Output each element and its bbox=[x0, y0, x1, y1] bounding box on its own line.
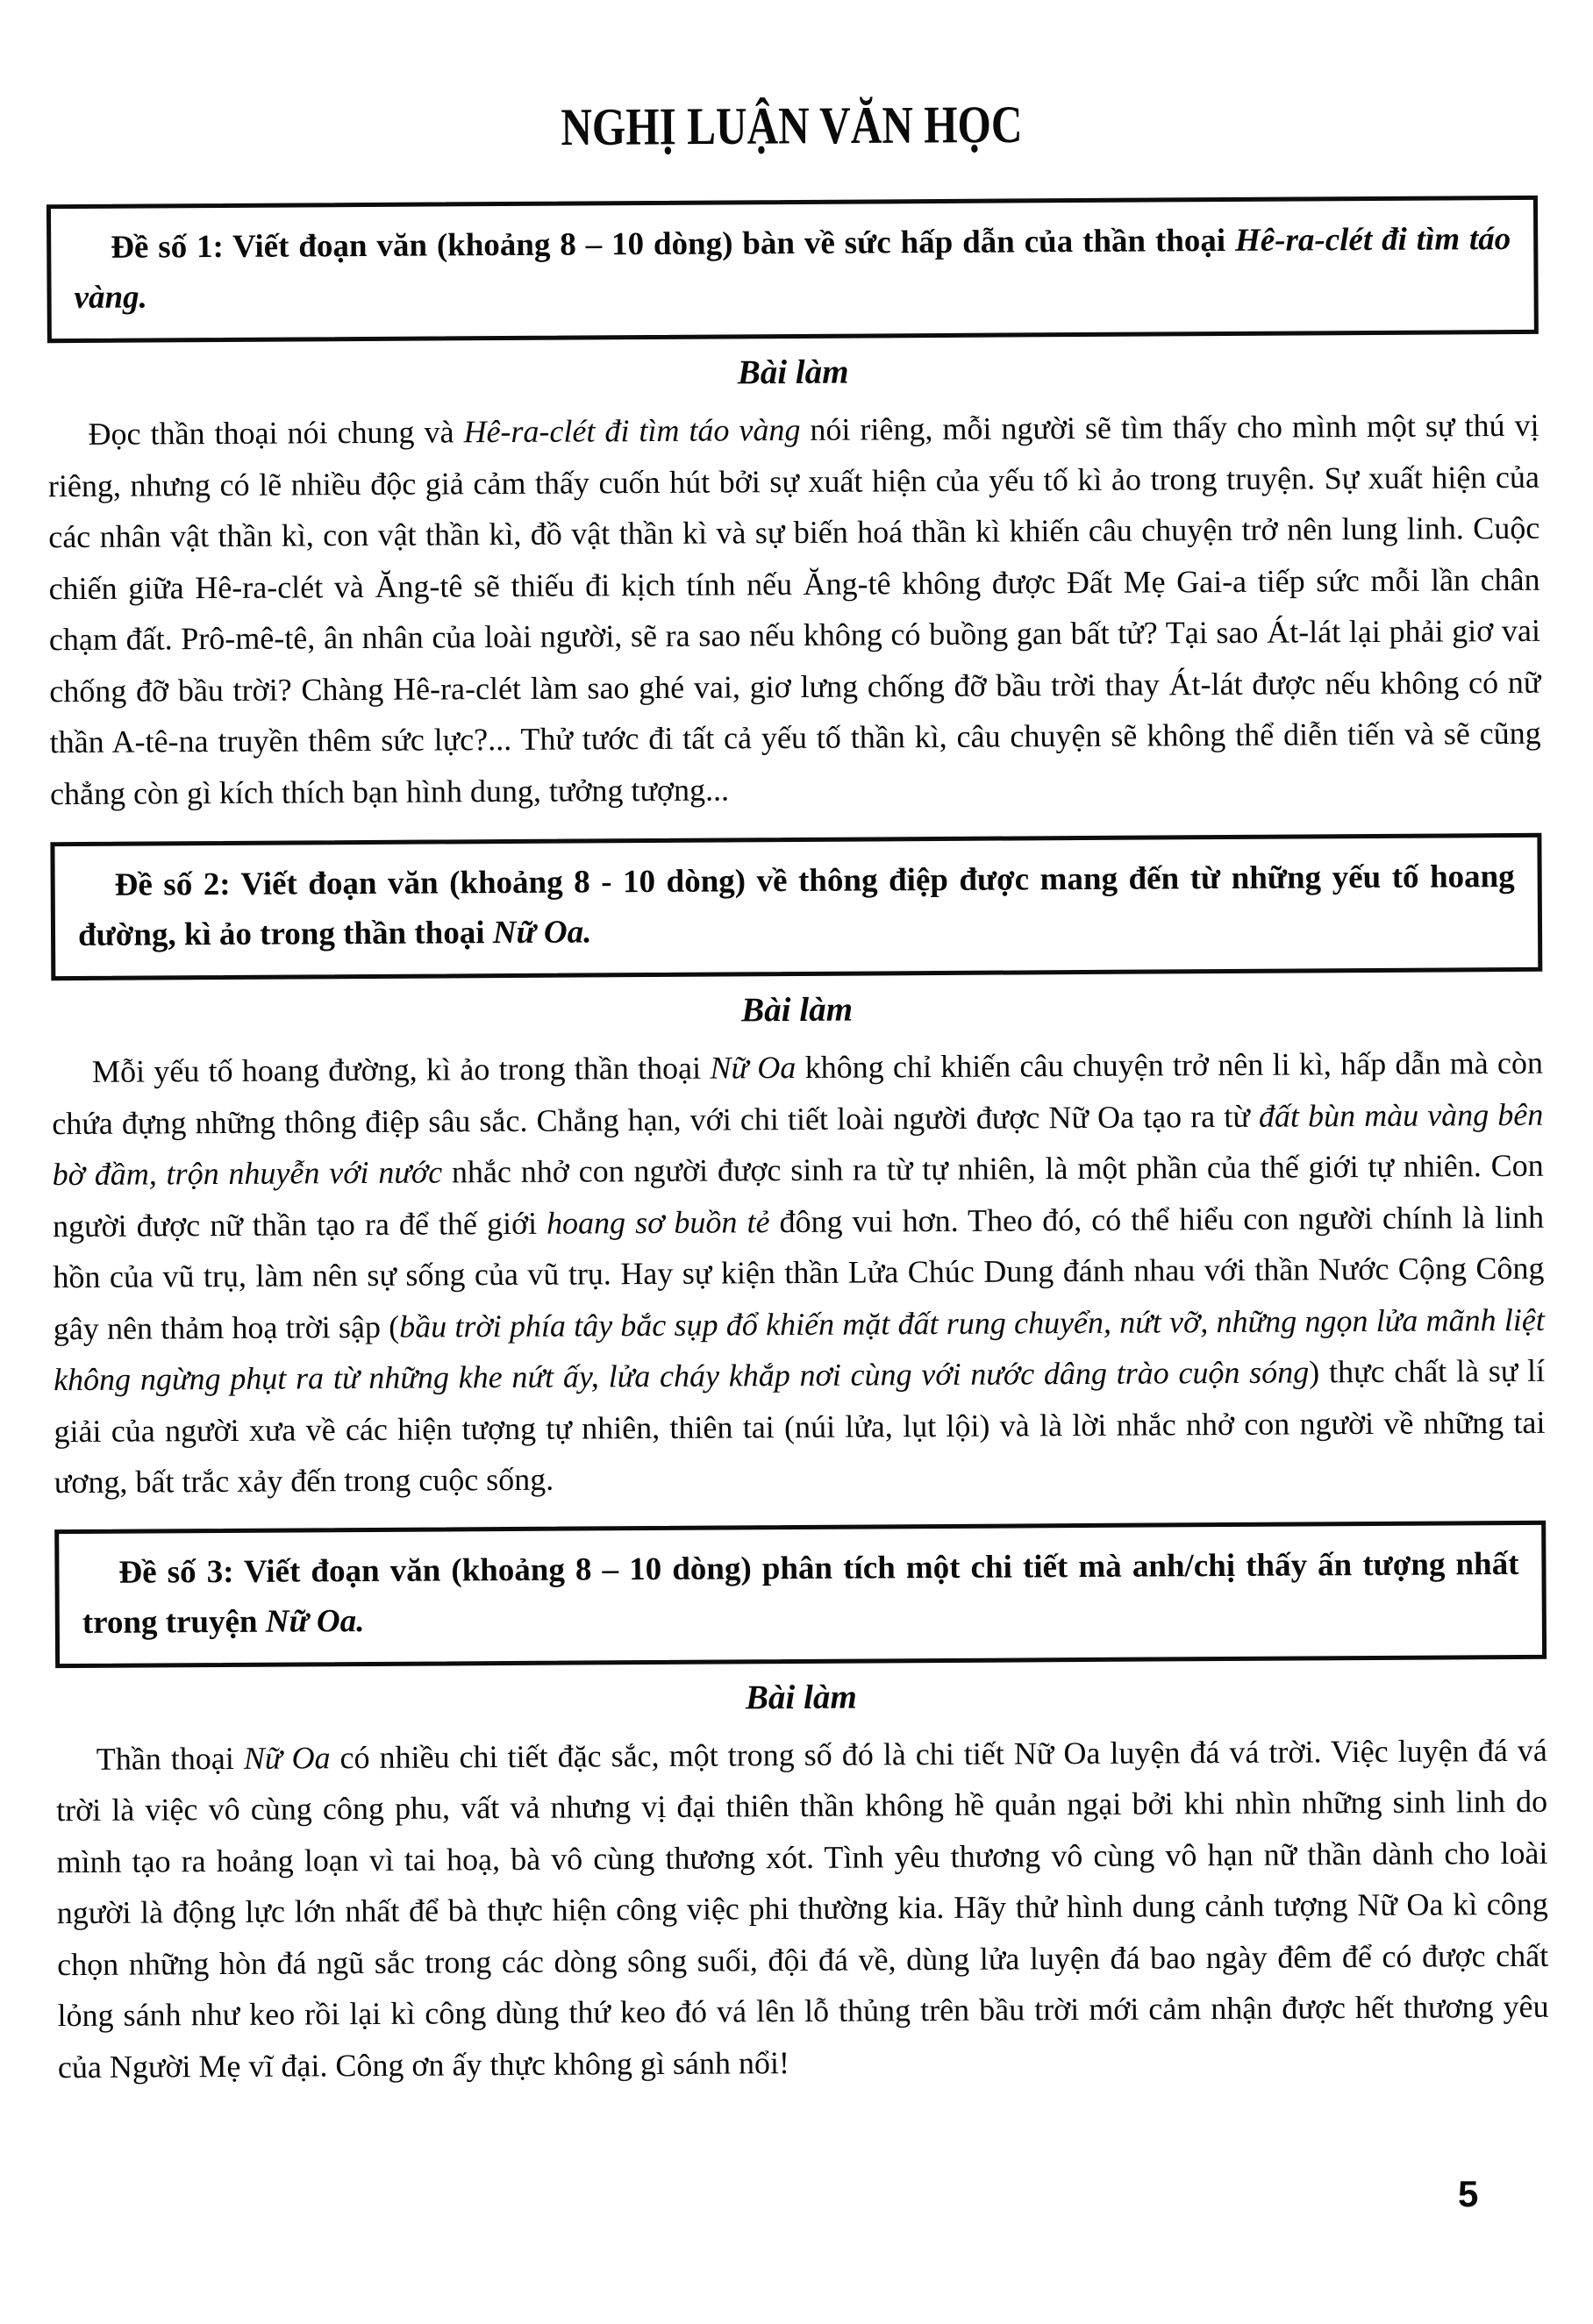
answer-heading-1: Bài làm bbox=[47, 348, 1539, 396]
essay-paragraph-3: Thần thoại Nữ Oa có nhiều chi tiết đặc sắc, một trong số đó là chi tiết Nữ Oa luyện đá vá trời. Việc luyện đá vá trời là việc vô cùng công phu, vất vả nhưng vị đại thiên thần không hề quản ngại bởi khi nhìn những sinh linh do mình tạo ra hoảng loạn vì tai hoạ, bà vô cùng thương xót. Tình yêu thương vô cùng vô hạn nữ thần dành cho loài người là động lực lớn nhất để bà thực hiện công việc phi thường kia. Hãy thử hình dung cảnh tượng Nữ Oa kì công chọn những hòn đá ngũ sắc trong các dòng sông suối, đội đá về, dùng lửa luyện đá bao ngày đêm để có được chất lỏng sánh như keo rồi lại kì công dùng thứ keo đó vá lên lỗ thủng trên bầu trời mới cảm nhận được hết thương yêu của Người Mẹ vĩ đại. Công ơn ấy thực không gì sánh nổi! bbox=[56, 1724, 1549, 2092]
essay-paragraph-1: Đọc thần thoại nói chung và Hê-ra-clét đi tìm táo vàng nói riêng, mỗi người sẽ tìm thấy cho mình một sự thú vị riêng, nhưng có lẽ nhiều độc giả cảm thấy cuốn hút bởi sự xuất hiện của yếu tố kì ảo trong truyện. Sự xuất hiện của các nhân vật thần kì, con vật thần kì, đồ vật thần kì và sự biến hoá thần kì khiến câu chuyện trở nên lung linh. Cuộc chiến giữa Hê-ra-clét và Ăng-tê sẽ thiếu đi kịch tính nếu Ăng-tê không được Đất Mẹ Gai-a tiếp sức mỗi lần chân chạm đất. Prô-mê-tê, ân nhân của loài người, sẽ ra sao nếu không có buồng gan bất tử? Tại sao Át-lát lại phải giơ vai chống đỡ bầu trời? Chàng Hê-ra-clét làm sao ghé vai, giơ lưng chống đỡ bầu trời thay Át-lát được nếu không có nữ thần A-tê-na truyền thêm sức lực?... Thử tước đi tất cả yếu tố thần kì, câu chuyện sẽ không thể diễn tiến và sẽ cũng chẳng còn gì kích thích bạn hình dung, tưởng tượng... bbox=[47, 400, 1541, 819]
exercise-section-2 bbox=[50, 833, 1546, 1508]
prompt-text-3: Đề số 3: Viết đoạn văn (khoảng 8 – 10 dòng) phân tích một chi tiết mà anh/chị thấy ấn tượng nhất trong truyện Nữ Oa. bbox=[82, 1545, 1519, 1640]
exercise-section-3 bbox=[54, 1520, 1549, 2092]
prompt-box-3 bbox=[54, 1520, 1547, 1667]
prompt-text-1: Đề số 1: Viết đoạn văn (khoảng 8 – 10 dòng) bàn về sức hấp dẫn của thần thoại Hê-ra-clét đi tìm táo vàng. bbox=[74, 221, 1511, 316]
page-title: NGHỊ LUẬN VĂN HỌC bbox=[135, 92, 1447, 160]
essay-paragraph-2: Mỗi yếu tố hoang đường, kì ảo trong thần thoại Nữ Oa không chỉ khiến câu chuyện trở nên li kì, hấp dẫn mà còn chứa đựng những thông điệp sâu sắc. Chẳng hạn, với chi tiết loài người được Nữ Oa tạo ra từ đất bùn màu vàng bên bờ đầm, trộn nhuyễn với nước nhắc nhở con người được sinh ra từ tự nhiên, là một phần của thế giới tự nhiên. Con người được nữ thần tạo ra để thế giới hoang sơ buồn tẻ đông vui hơn. Theo đó, có thể hiểu con người chính là linh hồn của vũ trụ, làm nên sự sống của vũ trụ. Hay sự kiện thần Lửa Chúc Dung đánh nhau với thần Nước Cộng Công gây nên thảm hoạ trời sập (bầu trời phía tây bắc sụp đổ khiến mặt đất rung chuyển, nứt vỡ, những ngọn lửa mãnh liệt không ngừng phụt ra từ những khe nứt ấy, lửa cháy khắp nơi cùng với nước dâng trào cuộn sóng) thực chất là sự lí giải của người xưa về các hiện tượng tự nhiên, thiên tai (núi lửa, lụt lội) và là lời nhắc nhở con người về những tai ương, bất trắc xảy đến trong cuộc sống. bbox=[52, 1037, 1546, 1508]
answer-heading-2: Bài làm bbox=[51, 986, 1542, 1034]
prompt-box-2 bbox=[50, 833, 1542, 980]
page-number: 5 bbox=[1458, 2173, 1478, 2215]
exercise-section-1 bbox=[46, 196, 1541, 819]
prompt-box-1 bbox=[46, 196, 1539, 343]
answer-heading-3: Bài làm bbox=[55, 1672, 1547, 1721]
prompt-text-2: Đề số 2: Viết đoạn văn (khoảng 8 - 10 dòng) về thông điệp được mang đến từ những yếu tố hoang đường, kì ảo trong thần thoại Nữ Oa. bbox=[78, 859, 1515, 953]
